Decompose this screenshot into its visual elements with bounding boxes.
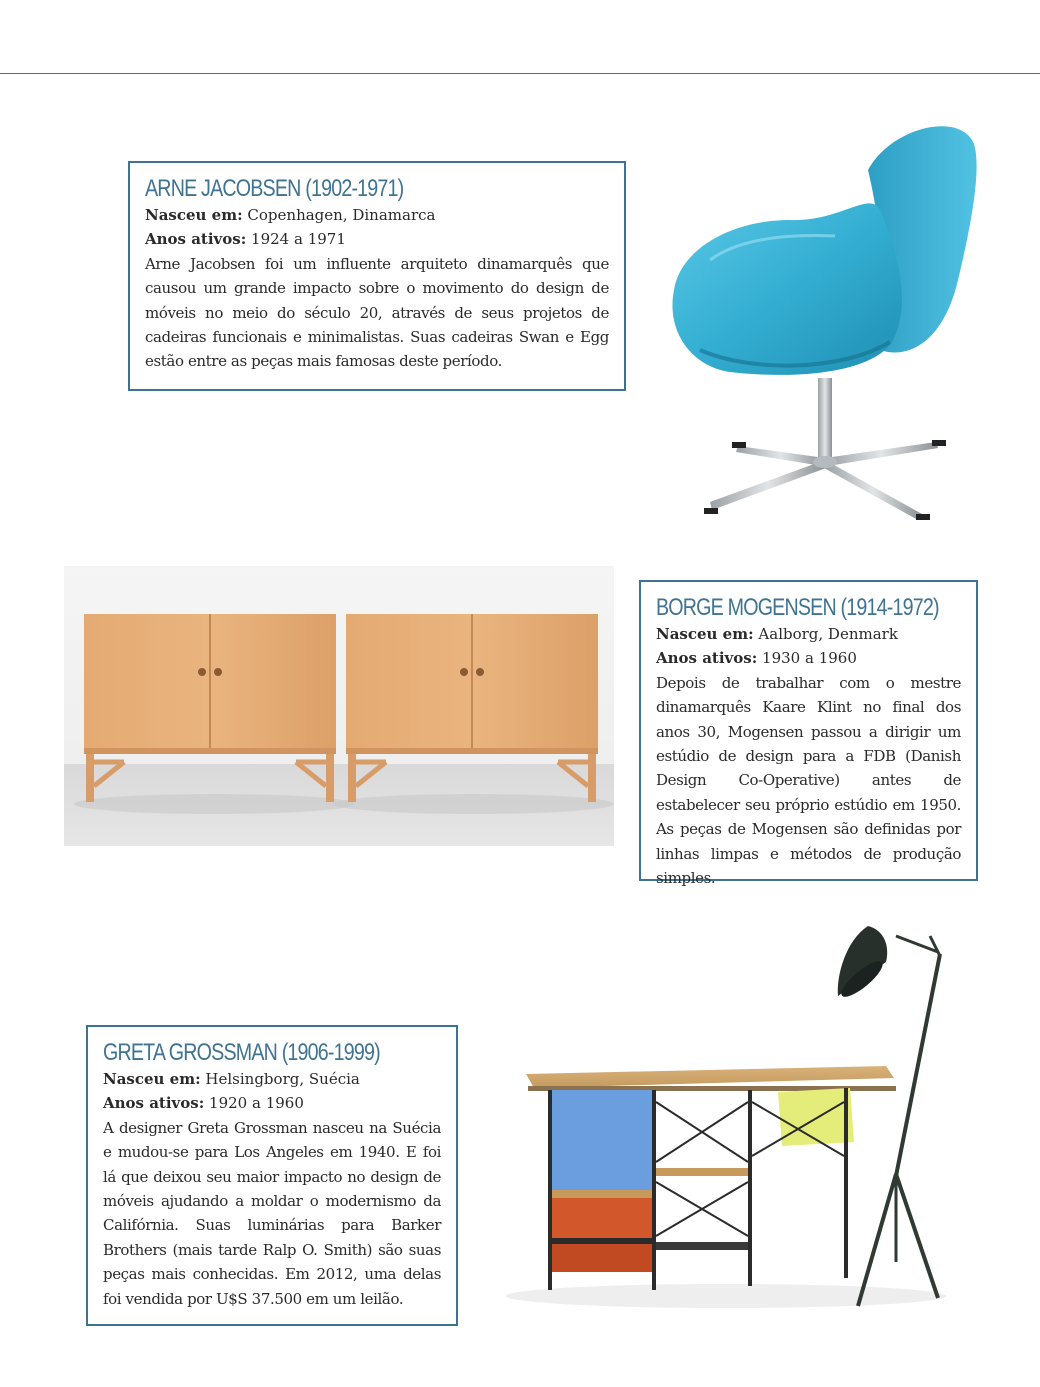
designer-name: BORGE MOGENSEN (1914-1972) <box>656 594 939 621</box>
born-line <box>103 1067 441 1091</box>
bio-card-borge-mogensen <box>639 580 978 888</box>
swan-chair-photo <box>640 110 1030 530</box>
born-label: Nasceu em: <box>656 625 754 643</box>
desk-and-lamp-photo <box>466 906 1026 1342</box>
active-value: 1920 a 1960 <box>209 1094 304 1113</box>
oak-sideboards-photo <box>64 566 614 846</box>
designer-name: GRETA GROSSMAN (1906-1999) <box>103 1039 380 1066</box>
born-value: Copenhagen, Dinamarca <box>247 206 436 224</box>
bio-card-arne-jacobsen <box>128 161 626 391</box>
active-label: Anos ativos: <box>656 649 758 668</box>
bio-card-greta-grossman <box>86 1025 458 1326</box>
born-line <box>656 622 961 646</box>
top-divider-line <box>0 73 1040 74</box>
designer-bio: A designer Greta Grossman nasceu na Suécia e mudou-se para Los Angeles em 1940. E foi lá que deixou seu maior impacto no design de móveis ajudando a moldar o modernismo da Califórnia. Suas luminárias para Barker Brothers (mais tarde Ralp O. Smith) são suas peças mais conhecidas. Em 2012, uma delas foi vendida por U$S 37.500 em um leilão. <box>103 1118 441 1308</box>
designer-bio: Depois de trabalhar com o mestre dinamarquês Kaare Klint no final dos anos 30, Mogensen passou a dirigir um estúdio de design para a FDB (Danish Design Co-Operative) antes de estabelecer seu próprio estúdio em 1950. As peças de Mogensen são definidas por linhas limpas e métodos de produção simples. <box>656 673 961 888</box>
active-label: Anos ativos: <box>145 230 247 249</box>
active-years-line <box>145 227 609 251</box>
active-value: 1924 a 1971 <box>251 230 346 249</box>
born-line <box>145 203 609 227</box>
born-label: Nasceu em: <box>103 1070 201 1088</box>
designer-bio: Arne Jacobsen foi um influente arquiteto dinamarquês que causou um grande impacto sobre o movimento do design de móveis no meio do século 20, através de seus projetos de cadeiras funcionais e minimalistas. Suas cadeiras Swan e Egg estão entre as peças mais famosas deste período. <box>145 254 609 371</box>
designer-name: ARNE JACOBSEN (1902-1971) <box>145 175 404 202</box>
born-value: Helsingborg, Suécia <box>205 1070 360 1088</box>
active-value: 1930 a 1960 <box>762 649 857 668</box>
born-value: Aalborg, Denmark <box>758 625 898 643</box>
active-label: Anos ativos: <box>103 1094 205 1113</box>
active-years-line <box>103 1091 441 1115</box>
born-label: Nasceu em: <box>145 206 243 224</box>
active-years-line <box>656 646 961 670</box>
